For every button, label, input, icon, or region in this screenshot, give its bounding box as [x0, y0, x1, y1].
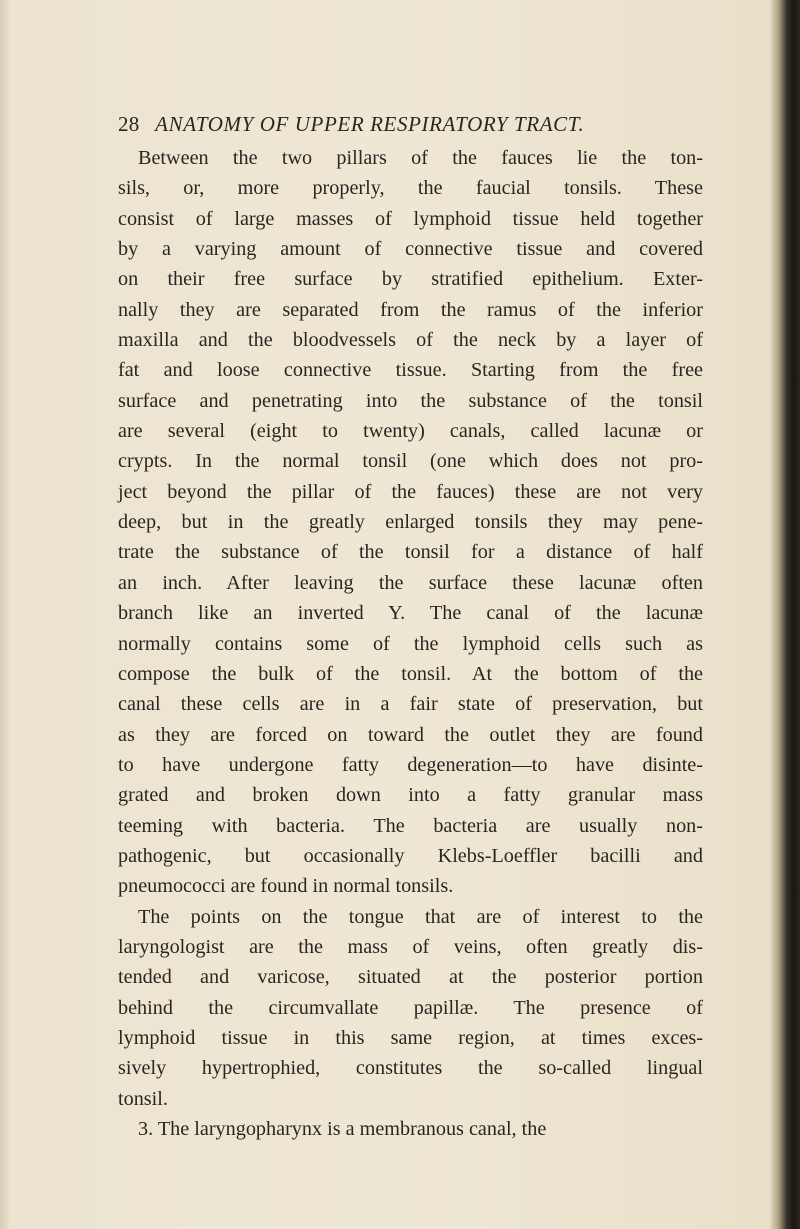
- text-line: pathogenic, but occasionally Klebs-Loeffler bacilli and: [118, 844, 703, 867]
- text-line: behind the circumvallate papillæ. The presence of: [118, 996, 703, 1019]
- text-line: ject beyond the pillar of the fauces) these are not very: [118, 480, 703, 503]
- text-line: surface and penetrating into the substance of the tonsil: [118, 389, 703, 412]
- text-line: by a varying amount of connective tissue and covered: [118, 238, 703, 261]
- text-line: consist of large masses of lymphoid tissue held together: [118, 207, 703, 230]
- text-line: fat and loose connective tissue. Starting from the free: [118, 359, 703, 382]
- text-line: deep, but in the greatly enlarged tonsils they may pene-: [118, 511, 703, 534]
- text-line: as they are forced on toward the outlet they are found: [118, 723, 703, 746]
- text-line: laryngologist are the mass of veins, often greatly dis-: [118, 935, 703, 958]
- page-left-shadow: [0, 0, 10, 1229]
- text-line: sively hypertrophied, constitutes the so-called lingual: [118, 1057, 703, 1080]
- text-line: trate the substance of the tonsil for a distance of half: [118, 541, 703, 564]
- running-head: [118, 112, 698, 137]
- text-line: Between the two pillars of the fauces lie the ton-: [138, 147, 703, 169]
- book-spine-edge: [770, 0, 800, 1229]
- text-line: normally contains some of the lymphoid cells such as: [118, 632, 703, 655]
- text-line: The points on the tongue that are of interest to the: [138, 905, 703, 928]
- text-line: tonsil.: [118, 1087, 168, 1110]
- text-line: nally they are separated from the ramus of the inferior: [118, 298, 703, 321]
- text-line: grated and broken down into a fatty granular mass: [118, 784, 703, 807]
- text-line: branch like an inverted Y. The canal of the lacunæ: [118, 602, 703, 625]
- text-line: maxilla and the bloodvessels of the neck by a layer of: [118, 329, 703, 352]
- body-text: [118, 143, 703, 1144]
- text-line: are several (eight to twenty) canals, called lacunæ or: [118, 420, 703, 443]
- page-number: 28: [118, 112, 140, 136]
- text-line: tended and varicose, situated at the posterior portion: [118, 966, 703, 989]
- text-line: canal these cells are in a fair state of preservation, but: [118, 693, 703, 716]
- text-line: sils, or, more properly, the faucial tonsils. These: [118, 177, 703, 200]
- text-line: compose the bulk of the tonsil. At the bottom of the: [118, 662, 703, 685]
- text-line: on their free surface by stratified epithelium. Exter-: [118, 268, 703, 291]
- text-line: teeming with bacteria. The bacteria are usually non-: [118, 814, 703, 837]
- text-line: an inch. After leaving the surface these lacunæ often: [118, 571, 703, 594]
- text-line: to have undergone fatty degeneration—to have disinte-: [118, 753, 703, 776]
- text-line: 3. The laryngopharynx is a membranous canal, the: [138, 1118, 547, 1140]
- text-line: crypts. In the normal tonsil (one which does not pro-: [118, 450, 703, 473]
- text-line: pneumococci are found in normal tonsils.: [118, 875, 454, 898]
- running-title: ANATOMY OF UPPER RESPIRATORY TRACT.: [155, 112, 585, 136]
- text-line: lymphoid tissue in this same region, at times exces-: [118, 1026, 703, 1049]
